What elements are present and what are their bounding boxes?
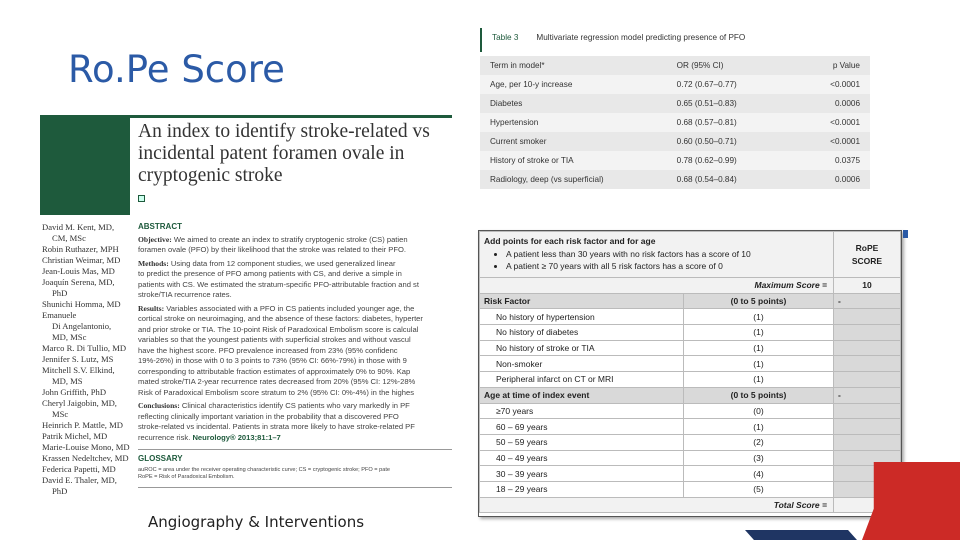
author-name: John Griffith, PhD	[42, 387, 107, 397]
criterion: 30 – 39 years	[480, 466, 684, 482]
label: Objective:	[138, 234, 172, 244]
points: (4)	[684, 466, 834, 482]
intro-row	[480, 232, 901, 278]
table-cell: Age, per 10-y increase	[480, 75, 677, 94]
table-cell: Diabetes	[490, 99, 523, 108]
text-line: patients with CS. We estimated the stratum-specific PFO-attributable fraction and st	[138, 279, 419, 289]
table-cell: 0.0006	[834, 99, 860, 108]
author-name: David E. Thaler, MD,	[42, 475, 117, 485]
points: (1)	[684, 372, 834, 388]
abstract-heading: ABSTRACT	[138, 222, 182, 231]
column-header: Term in model*	[490, 61, 545, 70]
paper-title: An index to identify stroke-related vs incidental patent foramen ovale in cryptogenic stroke	[138, 121, 430, 186]
author-name: Christian Weimar, MD	[42, 255, 121, 265]
author-name: Marco R. Di Tullio, MD	[42, 343, 127, 353]
total-score-label: Total Score =	[480, 497, 834, 513]
score-row	[480, 481, 901, 497]
section-points: (0 to 5 points)	[684, 293, 834, 309]
table-label: Table 3	[492, 33, 519, 42]
score-row	[480, 434, 901, 450]
criterion: Non-smoker	[480, 356, 684, 372]
section-header-row	[480, 387, 901, 403]
text-line: reflecting clinically important variation in the probability that a discovered PFO	[138, 411, 399, 421]
table-row	[480, 94, 870, 113]
score-header: RoPE SCORE	[834, 232, 901, 278]
label: Conclusions:	[138, 401, 180, 410]
text-line: stroke/TIA recurrence rates.	[138, 290, 232, 299]
column-header: p Value	[832, 61, 860, 70]
author-name: Patrik Michel, MD	[42, 431, 108, 441]
score-input-cell[interactable]	[834, 340, 901, 356]
author-name: Cheryl Jaigobin, MD,	[42, 398, 117, 408]
table-cell: <0.0001	[830, 137, 860, 146]
instructions	[480, 232, 834, 278]
section-score: -	[834, 387, 901, 403]
author-name: CM, MSc	[52, 233, 86, 243]
table-header-row	[480, 56, 870, 75]
author-name: Heinrich P. Mattle, MD	[42, 420, 123, 430]
section-title: Age at time of index event	[480, 387, 684, 403]
points: (1)	[684, 309, 834, 325]
score-row	[480, 325, 901, 341]
score-input-cell[interactable]	[834, 325, 901, 341]
citation: Neurology® 2013;81:1–7	[192, 432, 281, 442]
paper-excerpt	[40, 115, 452, 515]
points: (1)	[684, 325, 834, 341]
score-input-cell[interactable]	[834, 372, 901, 388]
criterion: No history of stroke or TIA	[480, 340, 684, 356]
score-row	[480, 466, 901, 482]
table-caption	[480, 28, 870, 52]
points: (5)	[684, 481, 834, 497]
decor-bar	[903, 230, 908, 238]
text-line: cortical stroke on neuroimaging, and the absence of these factors: diabetes, hyperter	[138, 314, 423, 323]
instruction-list	[484, 248, 829, 272]
supplemental-icon	[138, 195, 145, 202]
total-score-row	[480, 497, 901, 513]
author-name: Joaquín Serena, MD,	[42, 277, 115, 287]
score-row	[480, 372, 901, 388]
table-cell: 0.78 (0.62–0.99)	[677, 151, 797, 170]
table-cell: History of stroke or TIA	[480, 151, 677, 170]
table-cell: 0.0375	[797, 151, 870, 170]
abstract	[138, 222, 452, 492]
author-name: David M. Kent, MD,	[42, 222, 115, 232]
points: (0)	[684, 403, 834, 419]
author-list	[42, 222, 132, 497]
table-cell: 0.0006	[834, 175, 860, 184]
table-cell: 0.60 (0.50–0.71)	[676, 137, 737, 146]
table-row	[480, 170, 870, 189]
glossary-heading: GLOSSARY	[138, 454, 183, 463]
text-line: Using data from 12 component studies, we used generalized linear	[170, 258, 396, 268]
table-cell: 0.68 (0.57–0.81)	[677, 113, 797, 132]
text-line: Risk of Paradoxical Embolism score stratum to 2% (95% CI: 0%-4%) in the highes	[138, 387, 415, 397]
divider	[130, 115, 452, 118]
table-row	[480, 132, 870, 151]
points: (1)	[684, 419, 834, 435]
criterion: No history of hypertension	[480, 309, 684, 325]
section-header-row	[480, 293, 901, 309]
criterion: ≥70 years	[480, 403, 684, 419]
instruction-item: • A patient ≥ 70 years with all 5 risk factors has a score of 0	[506, 260, 829, 272]
instruction-item: • A patient less than 30 years with no risk factors has a score of 10	[506, 248, 829, 260]
rope-score-table	[478, 230, 902, 517]
section-points: (0 to 5 points)	[684, 387, 834, 403]
text-line: stroke-related vs incidental. Patients in strata more likely to have stroke-related PF	[138, 422, 415, 431]
text-line: foramen ovale (PFO) by their likelihood that the stroke was related to their PFO.	[138, 245, 407, 254]
score-input-cell[interactable]	[834, 309, 901, 325]
conclusions	[138, 401, 452, 443]
text-line: auROC = area under the receiver operating characteristic curve; CS = cryptogenic stroke; PFO = pate	[138, 466, 390, 473]
table-cell: Current smoker	[490, 137, 547, 146]
table-cell: Radiology, deep (vs superficial)	[490, 175, 604, 184]
section-score: -	[834, 293, 901, 309]
table-3	[480, 28, 870, 188]
author-name: Jennifer S. Lutz, MS	[42, 354, 114, 364]
criterion: Peripheral infarct on CT or MRI	[480, 372, 684, 388]
author-name: Di Angelantonio,	[52, 321, 112, 331]
criterion: 40 – 49 years	[480, 450, 684, 466]
glossary	[138, 467, 452, 481]
table-cell: 0.65 (0.51–0.83)	[676, 99, 737, 108]
table-cell: Hypertension	[480, 113, 677, 132]
author-name: Jean-Louis Mas, MD	[42, 266, 115, 276]
author-name: Robin Ruthazer, MPH	[42, 244, 119, 254]
score-row	[480, 419, 901, 435]
footer-text: Angiography & Interventions	[148, 513, 365, 531]
score-row	[480, 309, 901, 325]
text-line: Clinical characteristics identify CS patients who vary markedly in PF	[181, 401, 410, 410]
score-row	[480, 403, 901, 419]
score-input-cell[interactable]	[834, 419, 901, 435]
criterion: 50 – 59 years	[480, 434, 684, 450]
points: (1)	[684, 356, 834, 372]
text-line: recurrence risk.	[138, 432, 191, 442]
score-row	[480, 450, 901, 466]
author-name: Krassen Nedeltchev, MD	[42, 453, 129, 463]
instructions-heading: Add points for each risk factor and for age	[484, 236, 656, 246]
table-cell: 0.72 (0.67–0.77)	[677, 75, 797, 94]
table-cell: <0.0001	[797, 75, 870, 94]
text-line: Variables associated with a PFO in CS patients included younger age, the	[166, 303, 415, 313]
criterion: 18 – 29 years	[480, 481, 684, 497]
section-title: Risk Factor	[480, 293, 684, 309]
max-score-label: Maximum Score =	[480, 278, 834, 294]
text-line: corresponding to attributable fraction estimates of approximately 0% to 90%. Kap	[138, 366, 411, 376]
text-line: mated stroke/TIA 2-year recurrence rates decreased from 20% (95% CI: 12%-28%	[138, 377, 416, 386]
column-header: OR (95% CI)	[676, 61, 724, 70]
author-name: PhD	[52, 288, 68, 298]
text-line: variables so that the youngest patients with superficial strokes and without vascul	[138, 335, 411, 344]
text-line: RoPE = Risk of Paradoxical Embolism.	[138, 473, 235, 480]
score-input-cell[interactable]	[834, 434, 901, 450]
table-caption-text: Multivariate regression model predicting presence of PFO	[536, 33, 746, 42]
author-name: MD, MS	[52, 376, 83, 386]
author-name: MSc	[52, 409, 69, 419]
score-row	[480, 340, 901, 356]
table-row	[480, 113, 870, 132]
author-name: Emanuele	[42, 310, 77, 320]
results	[138, 304, 452, 399]
table-row	[480, 75, 870, 94]
text-line: 19%-26%) in those with 0 to 3 points to 73% (95% CI: 66%-79%) in those with 9	[138, 356, 407, 365]
objective	[138, 235, 452, 256]
table-cell: <0.0001	[797, 113, 870, 132]
author-name: MD, MSc	[52, 332, 87, 342]
text-line: We aimed to create an index to stratify cryptogenic stroke (CS) patien	[173, 234, 408, 244]
slide-title: Ro.Pe Score	[68, 48, 285, 91]
criterion: 60 – 69 years	[480, 419, 684, 435]
max-score-value: 10	[834, 278, 901, 294]
points: (1)	[684, 340, 834, 356]
score-input-cell[interactable]	[834, 403, 901, 419]
author-name: PhD	[52, 486, 68, 496]
text-line: have the highest score. PFO prevalence increased from 23% (95% confidenc	[138, 345, 398, 355]
score-input-cell[interactable]	[834, 356, 901, 372]
points: (2)	[684, 434, 834, 450]
logo-red-shape	[862, 462, 960, 540]
points: (3)	[684, 450, 834, 466]
max-score-row	[480, 278, 901, 294]
criterion: No history of diabetes	[480, 325, 684, 341]
table-row	[480, 151, 870, 170]
text-line: and prior stroke or TIA. The 10-point Risk of Paradoxical Embolism score is calculal	[138, 324, 419, 334]
logo-navy-shape	[745, 530, 857, 540]
score-row	[480, 356, 901, 372]
journal-color-block	[40, 115, 130, 215]
author-name: Shunichi Homma, MD	[42, 299, 121, 309]
label: Methods:	[138, 258, 169, 268]
methods	[138, 259, 452, 301]
author-name: Federica Papetti, MD	[42, 464, 116, 474]
author-name: Mitchell S.V. Elkind,	[42, 365, 115, 375]
author-name: Marie-Louise Mono, MD	[42, 442, 130, 452]
table-cell: 0.68 (0.54–0.84)	[676, 175, 737, 184]
label: Results:	[138, 303, 165, 313]
text-line: to predict the presence of PFO among patients with CS, and derive a simple in	[138, 269, 402, 278]
